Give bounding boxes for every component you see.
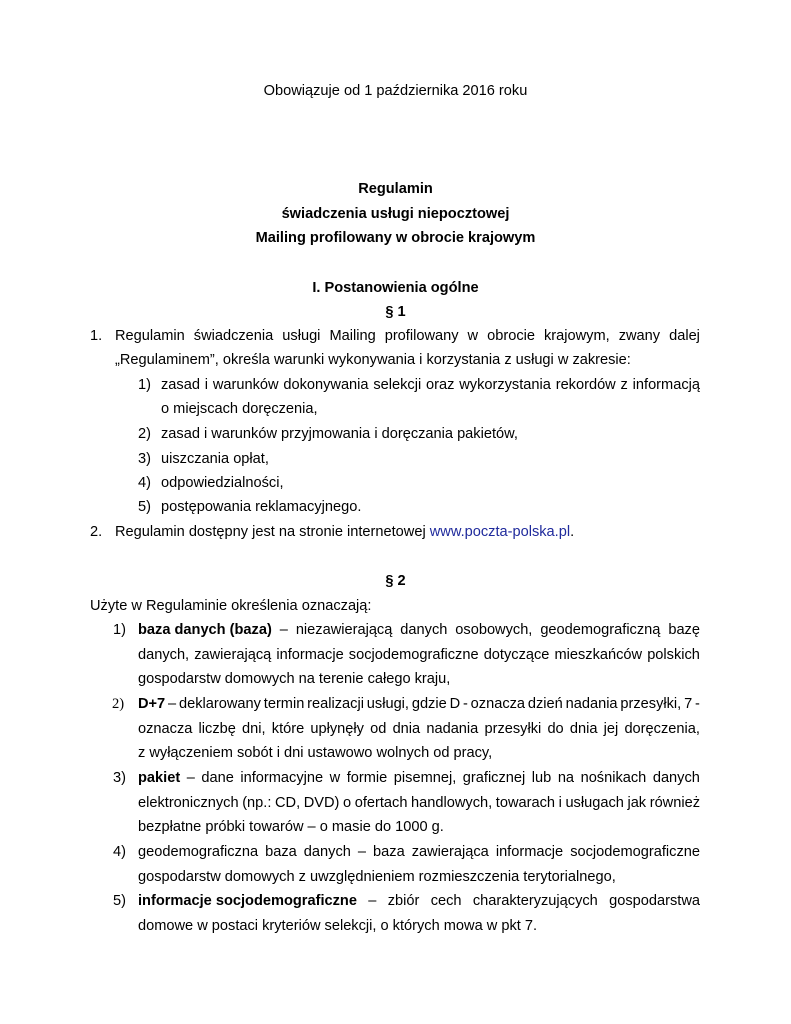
word: graficznej (462, 770, 526, 786)
word: lub (531, 770, 552, 786)
word: D (449, 696, 461, 712)
word: zawierająca (411, 844, 489, 860)
word: dnia (569, 721, 598, 737)
word: 7 (684, 696, 693, 712)
word: Mailing (329, 328, 376, 344)
definition-term: baza danych (baza) (138, 622, 272, 638)
word: charakteryzujących (472, 893, 598, 909)
effective-date: Obowiązuje od 1 października 2016 roku (263, 83, 528, 99)
definition-line (138, 892, 700, 910)
word: dotyczące (483, 647, 550, 663)
word: danych (652, 770, 700, 786)
word: i (558, 795, 562, 811)
definition-line (138, 769, 700, 787)
word: bazę (668, 622, 700, 638)
document-title: Regulamin (358, 181, 433, 197)
word: nośnikach (580, 770, 647, 786)
word: socjodemograficzne (570, 844, 700, 860)
word: które (271, 721, 305, 737)
word: towarach (495, 795, 555, 811)
list-item-text: Regulamin dostępny jest na stronie internetowej (115, 524, 430, 540)
word: usługi, (366, 696, 409, 712)
list-number: 1. (90, 328, 103, 344)
word: realizacji (307, 696, 364, 712)
word: danych, (138, 647, 190, 663)
word: zbiór (387, 893, 420, 909)
paragraph-mark: § 2 (385, 573, 406, 589)
definition-number: 2) (112, 696, 125, 712)
definition-line: gospodarstw domowych z uwzględnieniem rozmieszczenia terytorialnego, (138, 869, 616, 885)
word: na (557, 770, 575, 786)
word: zwany (618, 328, 661, 344)
definition-term: pakiet (138, 770, 181, 786)
definition-line: bezpłatne próbki towarów – o masie do 1000 g. (138, 819, 444, 835)
word: geodemograficzna (138, 844, 259, 860)
word: mieszkańców (554, 647, 643, 663)
word: geodemograficzną (540, 622, 661, 638)
word: informacyjne (240, 770, 324, 786)
word: dokonywania (283, 377, 369, 393)
definition-line (138, 794, 700, 812)
word: jak (627, 795, 647, 811)
word: handlowych, (411, 795, 493, 811)
word: termin (263, 696, 305, 712)
word: formie (346, 770, 388, 786)
word: profilowany (384, 328, 459, 344)
definition-number: 3) (113, 770, 126, 786)
word: danych (400, 622, 448, 638)
word: elektronicznych (138, 795, 239, 811)
word: selekcji (373, 377, 422, 393)
definition-line: gospodarstw domowych na terenie całego kraju, (138, 671, 451, 687)
word: niezawierającą (295, 622, 393, 638)
word: deklarowany (179, 696, 261, 712)
word: w (329, 770, 341, 786)
word: oznacza (470, 696, 526, 712)
definition-line (138, 646, 700, 664)
definition-line (138, 621, 700, 639)
word: baza (265, 844, 297, 860)
document-service-name: Mailing profilowany w obrocie krajowym (255, 230, 536, 246)
word: CD, (274, 795, 301, 811)
word: dzień (527, 696, 563, 712)
word: wykorzystania (459, 377, 551, 393)
definition-number: 4) (113, 844, 126, 860)
word: dni, (242, 721, 266, 737)
word: usługach (565, 795, 624, 811)
word: krajowym, (544, 328, 610, 344)
word: danych (303, 844, 351, 860)
word: – (357, 844, 367, 860)
sublist-item-line: postępowania reklamacyjnego. (161, 499, 362, 515)
section-heading: I. Postanowienia ogólne (312, 280, 479, 296)
sublist-item-line: zasad i warunków przyjmowania i doręczania pakietów, (161, 426, 518, 442)
word: – (168, 696, 177, 712)
word: w (467, 328, 479, 344)
word: warunków (212, 377, 279, 393)
word: przesyłki (484, 721, 542, 737)
sublist-item-line (161, 376, 700, 394)
definitions-intro: Użyte w Regulaminie określenia oznaczają: (90, 598, 372, 614)
list-item-text: . (570, 524, 575, 540)
word: gdzie (411, 696, 447, 712)
definition-line: z wyłączeniem sobót i dni ustawowo wolnych od pracy, (138, 745, 493, 761)
sublist-number: 4) (138, 475, 151, 491)
word: cech (430, 893, 462, 909)
word: zasad (161, 377, 200, 393)
word: liczbę (198, 721, 236, 737)
word: do (547, 721, 564, 737)
sublist-number: 3) (138, 451, 151, 467)
word: gospodarstwa (609, 893, 700, 909)
sublist-number: 5) (138, 499, 151, 515)
word: Regulamin (115, 328, 185, 344)
word: dalej (669, 328, 700, 344)
list-item-line: „Regulaminem”, określa warunki wykonywania i korzystania z usługi w zakresie: (115, 352, 631, 368)
word: również (649, 795, 700, 811)
word: dane (201, 770, 234, 786)
word: i (204, 377, 209, 393)
word: osobowych, (455, 622, 533, 638)
word: oznacza (138, 721, 193, 737)
word: dnia (392, 721, 421, 737)
word: nadania (426, 721, 479, 737)
word: jej (603, 721, 619, 737)
word: z (620, 377, 628, 393)
definition-term: informacje socjodemograficzne (138, 893, 357, 909)
word: ofertach (354, 795, 408, 811)
word: oraz (426, 377, 455, 393)
sublist-item-line: o miejscach doręczenia, (161, 401, 318, 417)
definition-number: 1) (113, 622, 126, 638)
word: – (186, 770, 195, 786)
word: pisemnej, (393, 770, 457, 786)
word: - (695, 696, 700, 712)
sublist-number: 1) (138, 377, 151, 393)
word: zawierającą (194, 647, 272, 663)
word: nadania (565, 696, 618, 712)
sublist-item-line: uiszczania opłat, (161, 451, 269, 467)
definition-line (138, 843, 700, 861)
definition-number: 5) (113, 893, 126, 909)
definition-line: domowe w postaci kryteriów selekcji, o których mowa w pkt 7. (138, 918, 538, 934)
word: o (343, 795, 352, 811)
word: – (279, 622, 288, 638)
word: socjodemograficzne (348, 647, 479, 663)
sublist-number: 2) (138, 426, 151, 442)
word: - (462, 696, 468, 712)
list-number: 2. (90, 524, 103, 540)
word: upłynęły (310, 721, 364, 737)
list-item-line (115, 327, 700, 345)
word: DVD) (303, 795, 340, 811)
word: (np.: (242, 795, 272, 811)
word: informacje (276, 647, 344, 663)
website-link[interactable]: www.poczta-polska.pl (429, 524, 571, 540)
list-item-line (115, 523, 574, 541)
word: baza (373, 844, 405, 860)
word: – (368, 893, 377, 909)
sublist-item-line: odpowiedzialności, (161, 475, 284, 491)
word: obrocie (487, 328, 535, 344)
word: świadczenia (193, 328, 274, 344)
document-subtitle: świadczenia usługi niepocztowej (281, 206, 510, 222)
word: rekordów (555, 377, 616, 393)
word: polskich (647, 647, 700, 663)
word: doręczenia, (624, 721, 700, 737)
word: przesyłki, (620, 696, 682, 712)
word: informacją (632, 377, 700, 393)
paragraph-mark: § 1 (385, 304, 406, 320)
word: informacje (495, 844, 564, 860)
word: usługi (282, 328, 321, 344)
word: od (370, 721, 387, 737)
definition-term: D+7 (138, 696, 166, 712)
definition-line (138, 720, 700, 738)
definition-line (138, 695, 700, 713)
